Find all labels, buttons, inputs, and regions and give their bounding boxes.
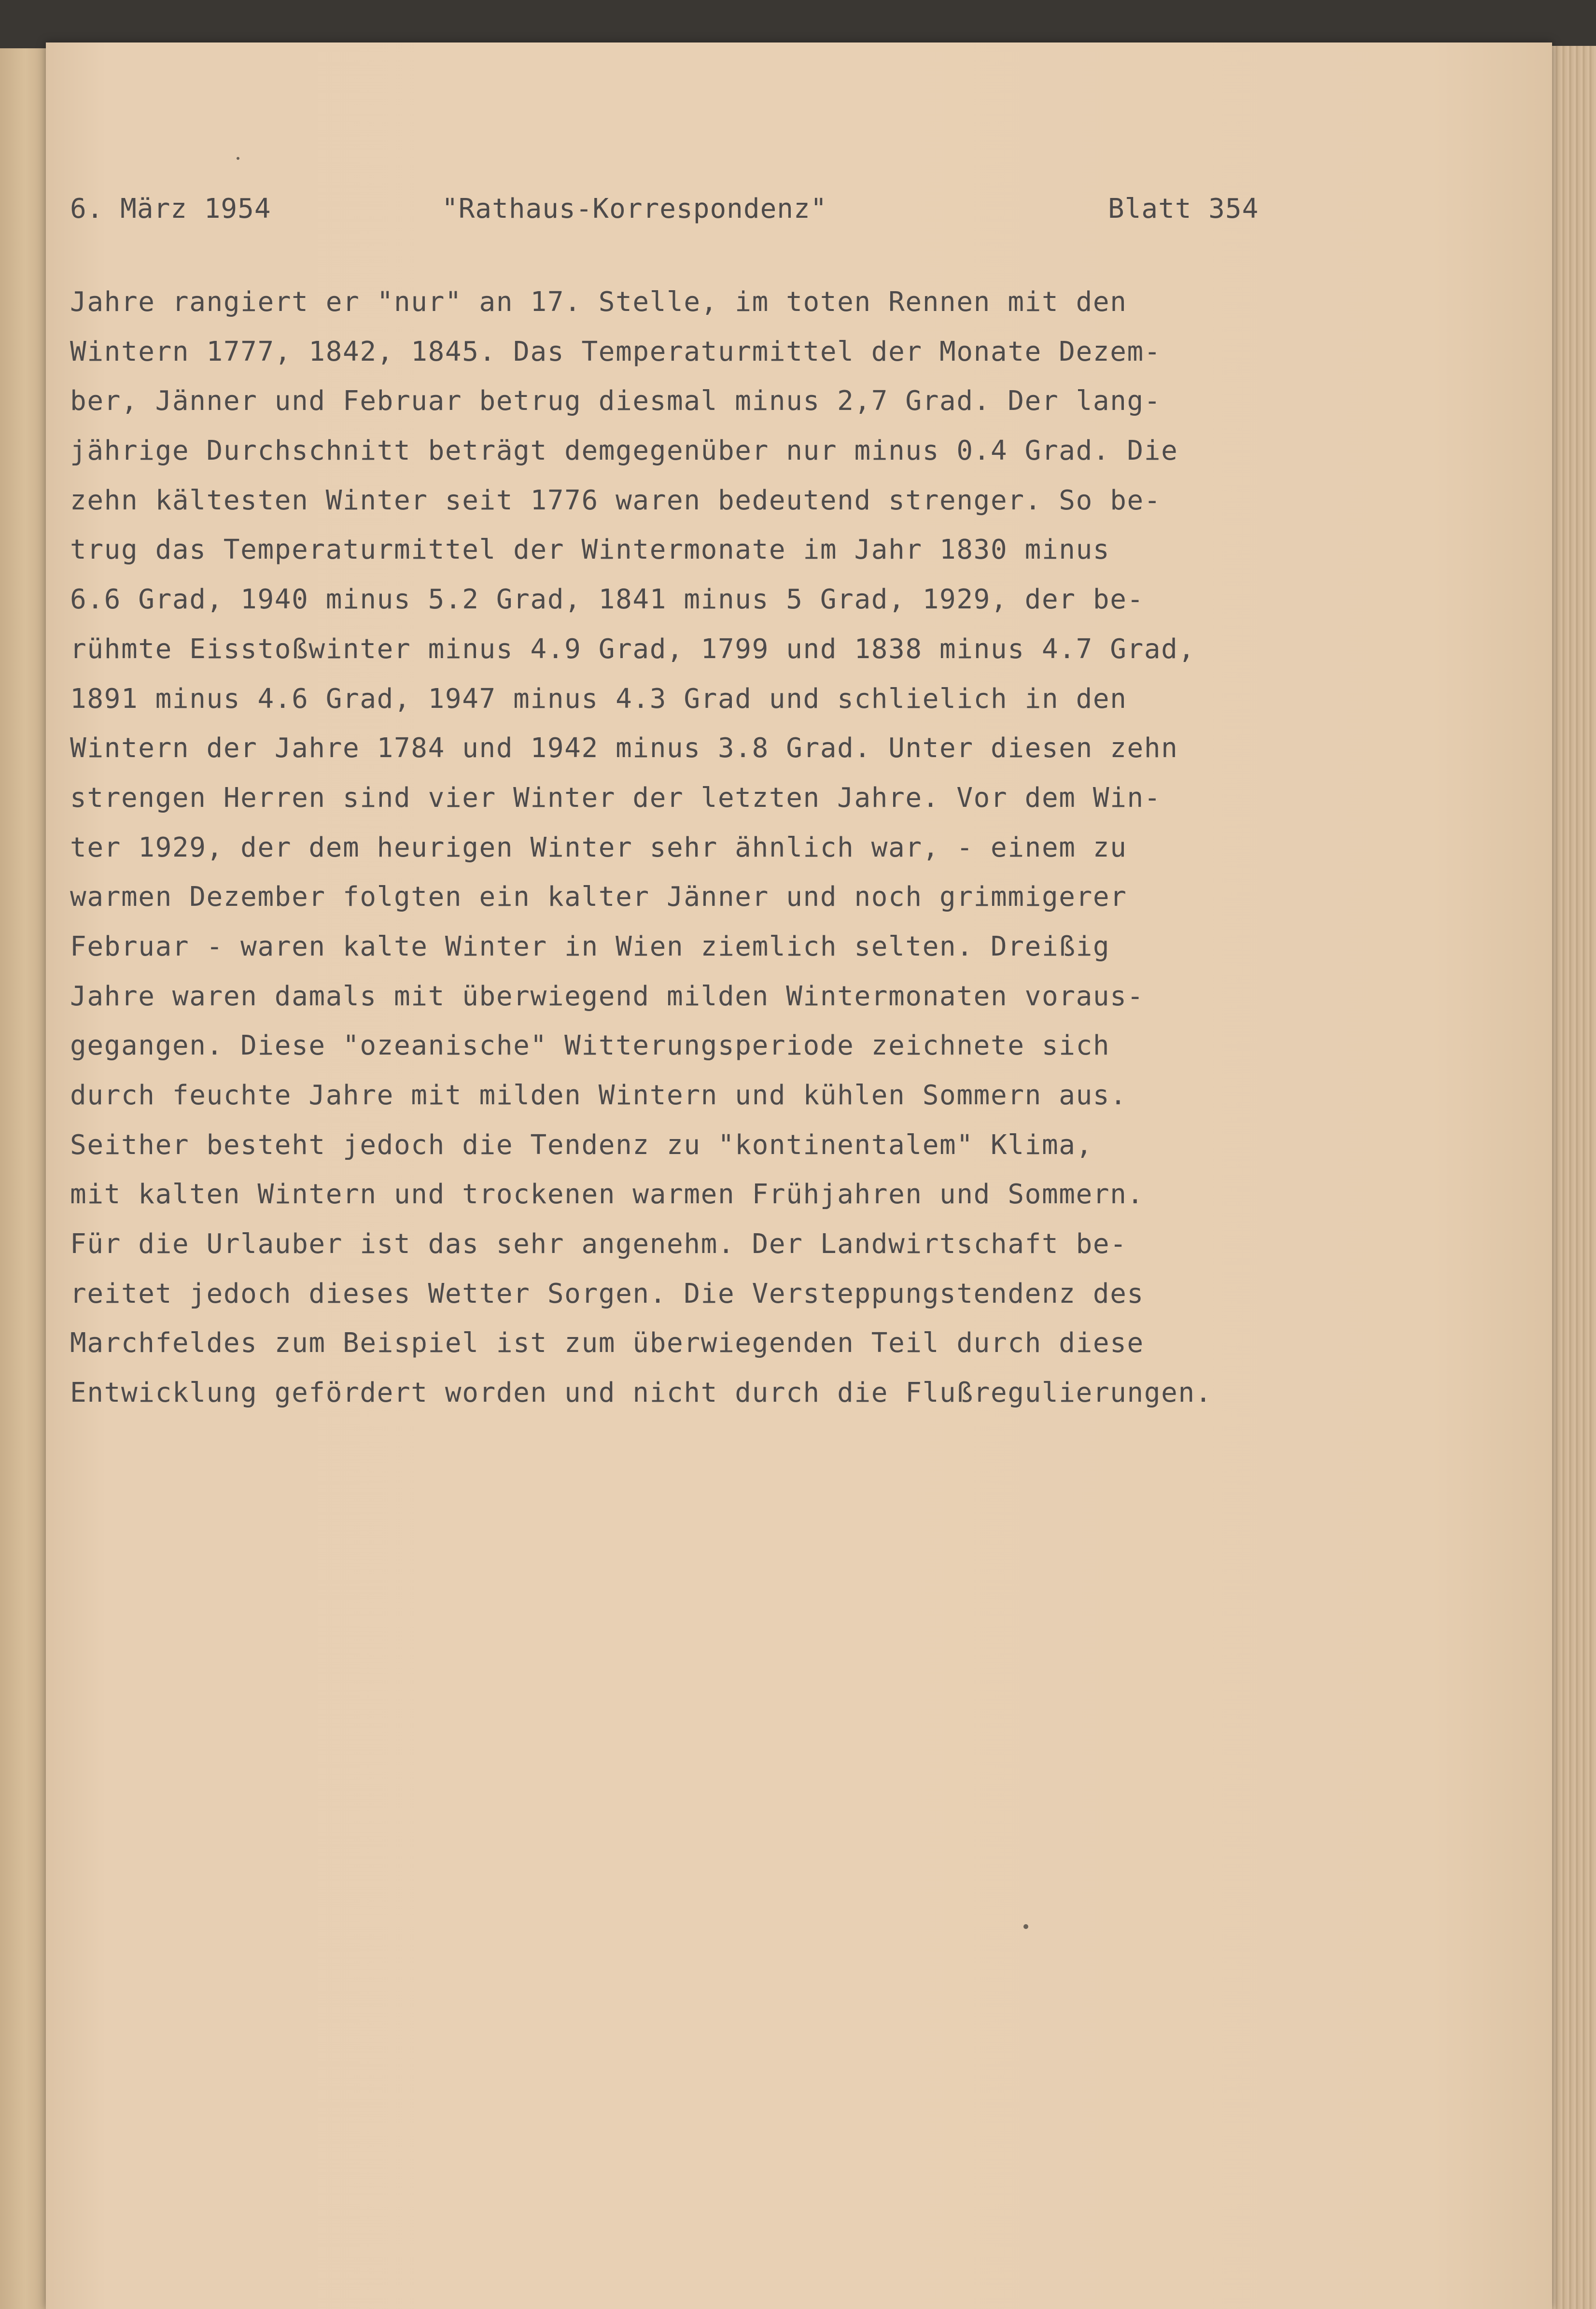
text-line: 1891 minus 4.6 Grad, 1947 minus 4.3 Grad und schlielich in den bbox=[70, 683, 1127, 715]
text-line: Jahre waren damals mit überwiegend milden Wintermonaten voraus- bbox=[70, 980, 1144, 1012]
header-title: "Rathaus-Korrespondenz" bbox=[442, 193, 827, 225]
page-stack-edge bbox=[1552, 46, 1596, 2309]
body-text bbox=[70, 278, 1451, 1418]
text-line: Wintern der Jahre 1784 und 1942 minus 3.8 Grad. Unter diesen zehn bbox=[70, 732, 1178, 764]
text-line: Seither besteht jedoch die Tendenz zu "kontinentalem" Klima, bbox=[70, 1129, 1093, 1161]
text-line: warmen Dezember folgten ein kalter Jänner und noch grimmigerer bbox=[70, 881, 1127, 913]
text-line: ter 1929, der dem heurigen Winter sehr ähnlich war, - einem zu bbox=[70, 831, 1127, 863]
header-sheet-number: Blatt 354 bbox=[1108, 193, 1259, 225]
text-line: mit kalten Wintern und trockenen warmen Frühjahren und Sommern. bbox=[70, 1179, 1144, 1211]
text-line: ber, Jänner und Februar betrug diesmal minus 2,7 Grad. Der lang- bbox=[70, 385, 1162, 417]
text-line: Februar - waren kalte Winter in Wien ziemlich selten. Dreißig bbox=[70, 930, 1110, 962]
text-line: 6.6 Grad, 1940 minus 5.2 Grad, 1841 minus 5 Grad, 1929, der be- bbox=[70, 584, 1144, 616]
text-line: Wintern 1777, 1842, 1845. Das Temperaturmittel der Monate Dezem- bbox=[70, 336, 1162, 367]
text-line: strengen Herren sind vier Winter der letzten Jahre. Vor dem Win- bbox=[70, 782, 1162, 814]
text-line: gegangen. Diese "ozeanische" Witterungsperiode zeichnete sich bbox=[70, 1030, 1110, 1062]
text-line: jährige Durchschnitt beträgt demgegenüber nur minus 0.4 Grad. Die bbox=[70, 435, 1178, 467]
text-line: Marchfeldes zum Beispiel ist zum überwiegenden Teil durch diese bbox=[70, 1327, 1144, 1359]
text-line: trug das Temperaturmittel der Wintermonate im Jahr 1830 minus bbox=[70, 534, 1110, 566]
text-line: Entwicklung gefördert worden und nicht durch die Flußregulierungen. bbox=[70, 1377, 1213, 1409]
text-line: reitet jedoch dieses Wetter Sorgen. Die Versteppungstendenz des bbox=[70, 1278, 1144, 1309]
text-line: durch feuchte Jahre mit milden Wintern und kühlen Sommern aus. bbox=[70, 1080, 1127, 1111]
text-line: Für die Urlauber ist das sehr angenehm. Der Landwirtschaft be- bbox=[70, 1228, 1127, 1260]
paper-speck bbox=[1023, 1924, 1028, 1929]
header-date: 6. März 1954 bbox=[70, 193, 271, 225]
book-spine-edge bbox=[0, 48, 46, 2309]
text-line: Jahre rangiert er "nur" an 17. Stelle, im toten Rennen mit den bbox=[70, 286, 1127, 318]
text-line: zehn kältesten Winter seit 1776 waren bedeutend strenger. So be- bbox=[70, 484, 1162, 516]
page-header bbox=[70, 193, 1325, 227]
text-line: rühmte Eisstoßwinter minus 4.9 Grad, 1799 und 1838 minus 4.7 Grad, bbox=[70, 633, 1195, 665]
paper-speck bbox=[237, 157, 239, 160]
